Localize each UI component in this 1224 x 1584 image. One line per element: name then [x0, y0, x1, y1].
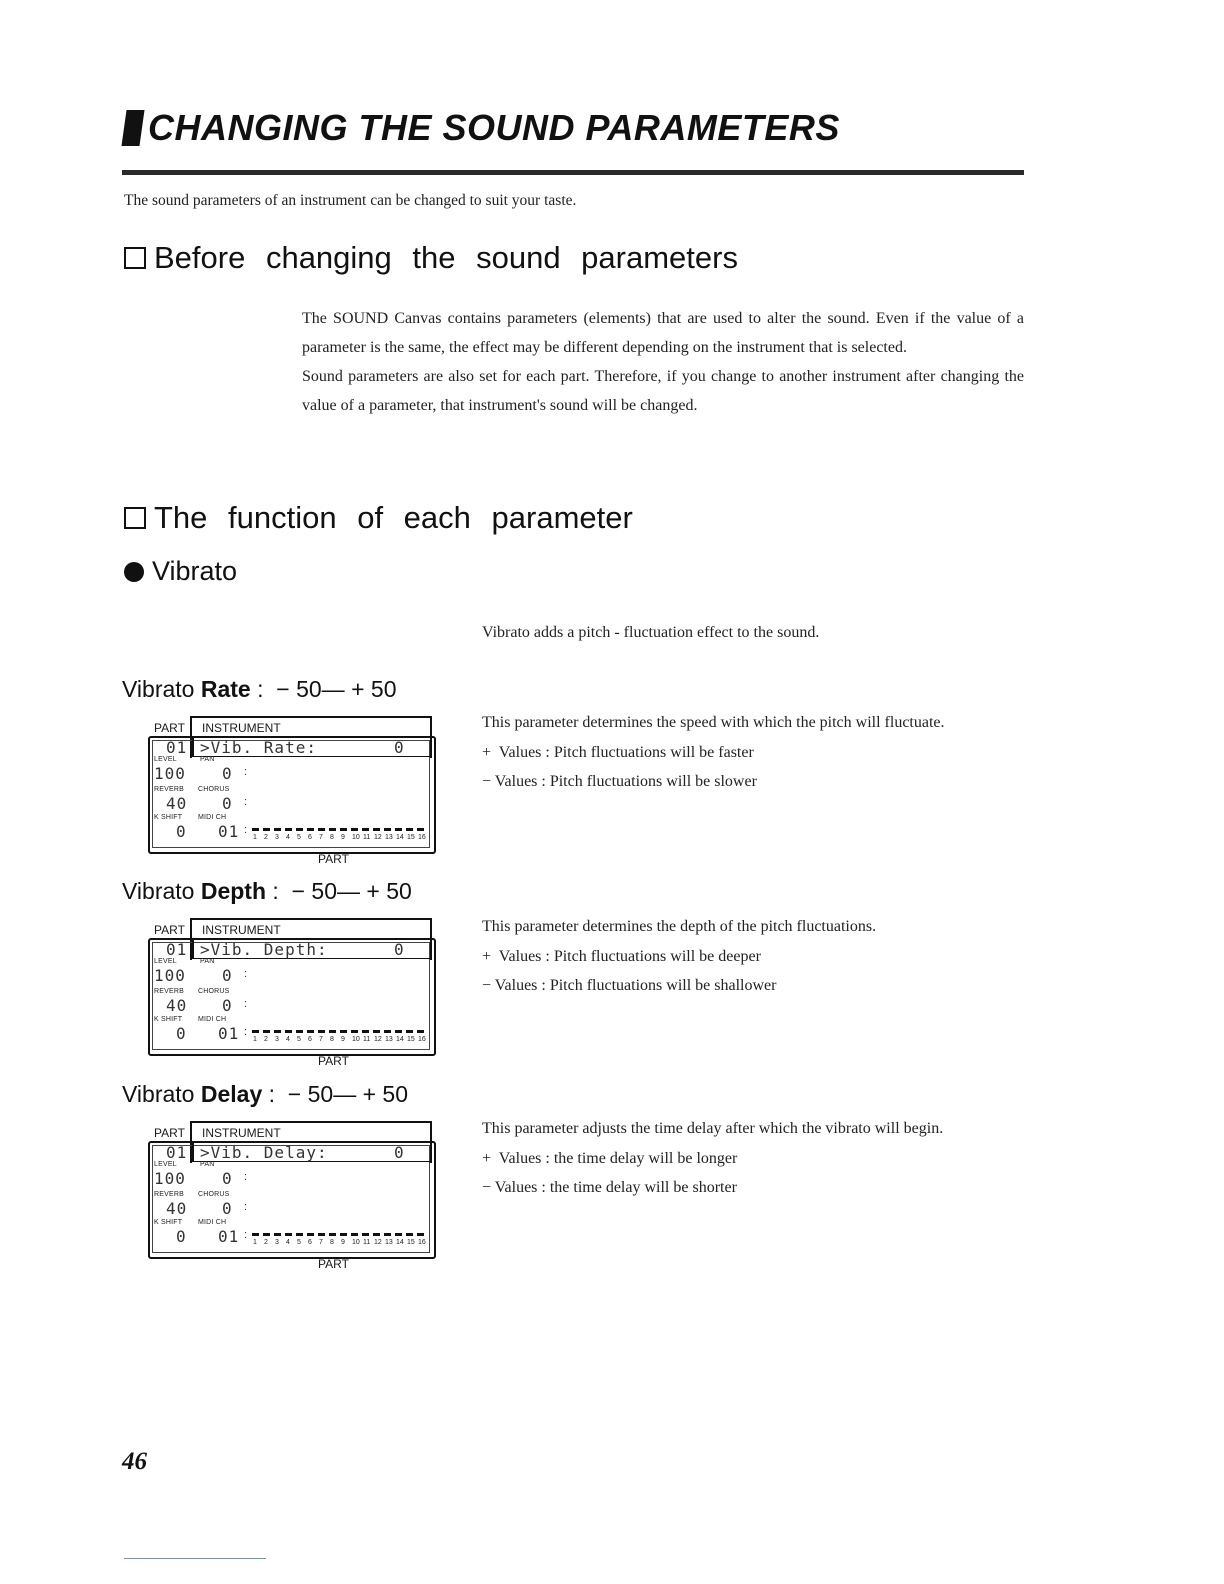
level-label: LEVEL — [154, 958, 177, 965]
level-label: LEVEL — [154, 756, 177, 763]
kshift-value: 0 — [176, 1227, 187, 1246]
part-number-tick: 4 — [286, 1239, 290, 1246]
param-group-name: Vibrato — [122, 878, 195, 904]
part-level-bar — [373, 1233, 380, 1236]
part-number-tick: 12 — [374, 1036, 382, 1043]
part-number-tick: 11 — [363, 834, 371, 841]
reverb-value: 40 — [166, 1199, 188, 1218]
part-number-tick: 9 — [341, 834, 345, 841]
page-title-text: CHANGING THE SOUND PARAMETERS — [148, 107, 840, 148]
chorus-label: CHORUS — [198, 786, 230, 793]
part-level-bar — [373, 1030, 380, 1033]
part-number-tick: 7 — [319, 1239, 323, 1246]
part-number-tick: 16 — [418, 1239, 426, 1246]
part-level-bar — [263, 1030, 270, 1033]
midich-value: 01 — [218, 822, 240, 841]
param-range: : − 50— + 50 — [272, 878, 412, 904]
param-title-depth — [122, 878, 412, 905]
kshift-label: K SHIFT — [154, 1219, 183, 1226]
param-range: : − 50— + 50 — [257, 676, 397, 702]
checkbox-square-icon — [124, 247, 146, 269]
part-level-bar — [318, 1030, 325, 1033]
instrument-text-value: >Vib. Depth: — [200, 940, 328, 959]
midich-value: 01 — [218, 1024, 240, 1043]
param-description-depth — [482, 912, 876, 1001]
footer-divider — [124, 1558, 266, 1559]
checkbox-square-icon — [124, 507, 146, 529]
colon-separator: : — [244, 766, 248, 778]
part-number-tick: 1 — [253, 1036, 257, 1043]
parameter-value: 0 — [394, 738, 405, 757]
part-level-bar — [362, 1030, 369, 1033]
pan-value: 0 — [222, 1169, 233, 1188]
part-level-bar — [296, 828, 303, 831]
subheading-vibrato-text: Vibrato — [152, 556, 238, 586]
param-description-line: This parameter adjusts the time delay after which the vibrato will begin. — [482, 1120, 944, 1137]
part-level-bar — [263, 828, 270, 831]
param-description-delay — [482, 1114, 943, 1203]
part-level-bar — [362, 1233, 369, 1236]
part-level-bar — [318, 828, 325, 831]
part-level-bar — [406, 1030, 413, 1033]
colon-separator: : — [244, 1026, 248, 1038]
part-level-bar — [373, 828, 380, 831]
lcd-display-delay — [148, 1119, 438, 1281]
part-level-bar — [340, 1030, 347, 1033]
part-number-tick: 12 — [374, 834, 382, 841]
level-label: LEVEL — [154, 1161, 177, 1168]
minus-values-line: − Values : Pitch fluctuations will be slower — [482, 773, 757, 790]
part-level-bar — [340, 828, 347, 831]
title-divider — [122, 170, 1024, 175]
part-level-bar — [252, 828, 259, 831]
part-number-ticks — [252, 834, 428, 843]
part-number-tick: 14 — [396, 834, 404, 841]
part-number-tick: 14 — [396, 1036, 404, 1043]
colon-separator: : — [244, 1171, 248, 1183]
part-level-bar — [351, 1030, 358, 1033]
part-level-bar — [274, 828, 281, 831]
param-name: Depth — [200, 878, 267, 904]
pan-label: PAN — [200, 1161, 215, 1168]
midich-value: 01 — [218, 1227, 240, 1246]
kshift-label: K SHIFT — [154, 814, 183, 821]
colon-separator: : — [244, 968, 248, 980]
pan-label: PAN — [200, 756, 215, 763]
part-axis-label: PART — [318, 1257, 349, 1271]
minus-values-line: − Values : Pitch fluctuations will be shallower — [482, 977, 777, 994]
part-level-bar — [296, 1030, 303, 1033]
part-level-bar — [285, 1233, 292, 1236]
part-number-tick: 15 — [407, 1036, 415, 1043]
part-level-bar — [274, 1233, 281, 1236]
part-number-tick: 14 — [396, 1239, 404, 1246]
part-level-bar — [296, 1233, 303, 1236]
part-number-tick: 5 — [297, 1239, 301, 1246]
colon-separator: : — [244, 796, 248, 808]
part-number-tick: 9 — [341, 1036, 345, 1043]
part-level-bar — [406, 828, 413, 831]
level-value: 100 — [154, 966, 186, 985]
part-number-tick: 16 — [418, 834, 426, 841]
page-number: 46 — [122, 1448, 147, 1475]
instrument-label: INSTRUMENT — [202, 923, 281, 937]
part-number-value: 01 — [166, 738, 188, 757]
part-number-tick: 11 — [363, 1036, 371, 1043]
section-heading-function — [124, 500, 633, 536]
param-description-line: This parameter determines the speed with which the pitch will fluctuate. — [482, 714, 945, 731]
instrument-text-value: >Vib. Rate: — [200, 738, 317, 757]
plus-values-line: + Values : the time delay will be longer — [482, 1149, 738, 1167]
part-number-tick: 2 — [264, 834, 268, 841]
part-level-bar — [329, 1030, 336, 1033]
param-title-delay — [122, 1081, 408, 1108]
lcd-display-rate — [148, 714, 438, 876]
part-number-tick: 13 — [385, 834, 393, 841]
section-heading-function-text: The function of each parameter — [154, 500, 633, 535]
part-level-bar — [285, 1030, 292, 1033]
reverb-value: 40 — [166, 794, 188, 813]
part-number-tick: 8 — [330, 1036, 334, 1043]
part-level-bar — [351, 1233, 358, 1236]
part-level-bar — [384, 1233, 391, 1236]
part-number-tick: 15 — [407, 834, 415, 841]
part-level-bar — [417, 828, 424, 831]
reverb-label: REVERB — [154, 1191, 184, 1198]
part-number-tick: 1 — [253, 834, 257, 841]
param-name: Delay — [200, 1081, 263, 1107]
chorus-value: 0 — [222, 996, 233, 1015]
part-number-tick: 3 — [275, 834, 279, 841]
part-number-tick: 16 — [418, 1036, 426, 1043]
part-number-value: 01 — [166, 940, 188, 959]
before-section-body — [302, 304, 1024, 420]
pan-value: 0 — [222, 764, 233, 783]
part-number-tick: 2 — [264, 1036, 268, 1043]
kshift-value: 0 — [176, 822, 187, 841]
pan-value: 0 — [222, 966, 233, 985]
section-heading-before — [124, 240, 738, 276]
instrument-text-value: >Vib. Delay: — [200, 1143, 328, 1162]
part-level-bar — [340, 1233, 347, 1236]
instrument-label: INSTRUMENT — [202, 1126, 281, 1140]
plus-values-line: + Values : Pitch fluctuations will be deeper — [482, 947, 761, 965]
part-level-bar — [384, 828, 391, 831]
part-label: PART — [154, 721, 185, 735]
part-number-tick: 7 — [319, 1036, 323, 1043]
part-number-tick: 5 — [297, 834, 301, 841]
part-number-tick: 10 — [352, 834, 360, 841]
colon-separator: : — [244, 998, 248, 1010]
part-level-bar — [417, 1233, 424, 1236]
part-number-tick: 13 — [385, 1239, 393, 1246]
part-number-tick: 8 — [330, 1239, 334, 1246]
part-number-tick: 11 — [363, 1239, 371, 1246]
part-level-bar — [263, 1233, 270, 1236]
title-square-icon — [121, 110, 144, 146]
midich-label: MIDI CH — [198, 814, 227, 821]
part-level-bar — [395, 1030, 402, 1033]
reverb-label: REVERB — [154, 988, 184, 995]
part-number-tick: 12 — [374, 1239, 382, 1246]
part-level-bar — [417, 1030, 424, 1033]
page-title — [124, 103, 840, 153]
part-level-bar — [395, 828, 402, 831]
before-paragraph-1: The SOUND Canvas contains parameters (elements) that are used to alter the sound. Even if the value of a parameter is the same, the effect may be different depending on the instrument that is selected. — [302, 310, 1024, 356]
part-level-bar — [384, 1030, 391, 1033]
colon-separator: : — [244, 824, 248, 836]
part-number-ticks — [252, 1036, 428, 1045]
part-number-ticks — [252, 1239, 428, 1248]
part-axis-label: PART — [318, 852, 349, 866]
part-level-bar — [274, 1030, 281, 1033]
part-number-tick: 1 — [253, 1239, 257, 1246]
part-level-bar — [329, 828, 336, 831]
pan-label: PAN — [200, 958, 215, 965]
subheading-vibrato — [124, 556, 237, 587]
chorus-value: 0 — [222, 794, 233, 813]
param-description-line: This parameter determines the depth of the pitch fluctuations. — [482, 918, 877, 935]
part-number-value: 01 — [166, 1143, 188, 1162]
part-number-tick: 10 — [352, 1239, 360, 1246]
chorus-value: 0 — [222, 1199, 233, 1218]
part-number-tick: 6 — [308, 1036, 312, 1043]
part-level-bar — [351, 828, 358, 831]
part-level-bar — [252, 1030, 259, 1033]
reverb-label: REVERB — [154, 786, 184, 793]
part-number-tick: 13 — [385, 1036, 393, 1043]
part-label: PART — [154, 923, 185, 937]
part-level-bar — [307, 828, 314, 831]
before-paragraph-2: Sound parameters are also set for each part. Therefore, if you change to another instrument after changing the value of a parameter, that instrument's sound will be changed. — [302, 368, 1024, 414]
part-number-tick: 3 — [275, 1036, 279, 1043]
part-level-bar — [318, 1233, 325, 1236]
part-number-tick: 6 — [308, 1239, 312, 1246]
param-name: Rate — [200, 676, 251, 702]
instrument-label: INSTRUMENT — [202, 721, 281, 735]
part-number-tick: 3 — [275, 1239, 279, 1246]
level-value: 100 — [154, 764, 186, 783]
colon-separator: : — [244, 1229, 248, 1241]
part-level-bars — [252, 1233, 428, 1237]
param-group-name: Vibrato — [122, 1081, 195, 1107]
part-level-bar — [307, 1030, 314, 1033]
bullet-dot-icon — [124, 562, 144, 582]
chorus-label: CHORUS — [198, 1191, 230, 1198]
part-number-tick: 5 — [297, 1036, 301, 1043]
colon-separator: : — [244, 1201, 248, 1213]
part-number-tick: 15 — [407, 1239, 415, 1246]
part-number-tick: 2 — [264, 1239, 268, 1246]
intro-text: The sound parameters of an instrument can be changed to suit your taste. — [124, 192, 577, 209]
reverb-value: 40 — [166, 996, 188, 1015]
param-description-rate — [482, 708, 945, 797]
vibrato-description: Vibrato adds a pitch - fluctuation effect to the sound. — [482, 624, 820, 641]
lcd-display-depth — [148, 916, 438, 1078]
plus-values-line: + Values : Pitch fluctuations will be faster — [482, 743, 754, 761]
part-number-tick: 8 — [330, 834, 334, 841]
part-label: PART — [154, 1126, 185, 1140]
part-number-tick: 6 — [308, 834, 312, 841]
part-level-bars — [252, 828, 428, 832]
part-number-tick: 4 — [286, 834, 290, 841]
part-number-tick: 7 — [319, 834, 323, 841]
midich-label: MIDI CH — [198, 1016, 227, 1023]
parameter-value: 0 — [394, 940, 405, 959]
part-level-bar — [329, 1233, 336, 1236]
midich-label: MIDI CH — [198, 1219, 227, 1226]
kshift-label: K SHIFT — [154, 1016, 183, 1023]
part-number-tick: 9 — [341, 1239, 345, 1246]
param-title-rate — [122, 676, 396, 703]
part-number-tick: 10 — [352, 1036, 360, 1043]
level-value: 100 — [154, 1169, 186, 1188]
part-level-bar — [285, 828, 292, 831]
part-number-tick: 4 — [286, 1036, 290, 1043]
part-level-bar — [406, 1233, 413, 1236]
param-range: : − 50— + 50 — [268, 1081, 408, 1107]
part-level-bar — [252, 1233, 259, 1236]
parameter-value: 0 — [394, 1143, 405, 1162]
minus-values-line: − Values : the time delay will be shorter — [482, 1179, 737, 1196]
part-level-bar — [362, 828, 369, 831]
param-group-name: Vibrato — [122, 676, 195, 702]
part-level-bar — [307, 1233, 314, 1236]
kshift-value: 0 — [176, 1024, 187, 1043]
section-heading-before-text: Before changing the sound parameters — [154, 240, 738, 275]
part-axis-label: PART — [318, 1054, 349, 1068]
chorus-label: CHORUS — [198, 988, 230, 995]
part-level-bars — [252, 1030, 428, 1034]
part-level-bar — [395, 1233, 402, 1236]
